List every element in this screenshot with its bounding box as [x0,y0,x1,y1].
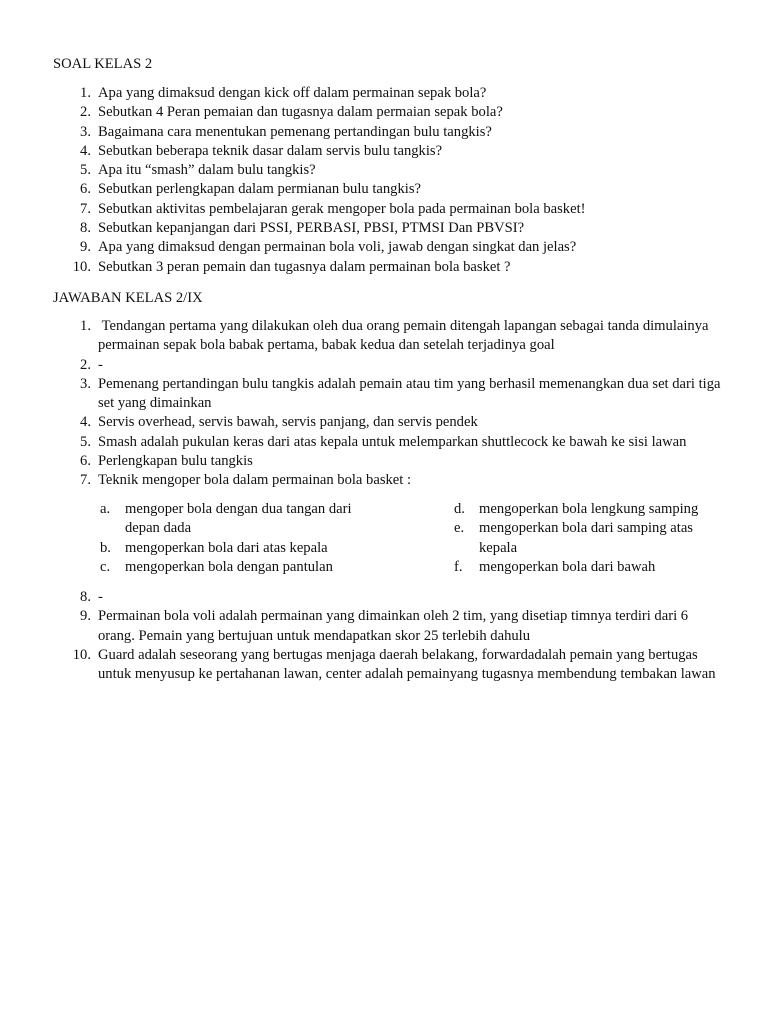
technique-item [100,500,365,539]
technique-text: mengoperkan bola dari bawah [479,558,656,575]
answer-number: 10. [72,646,91,663]
question-text: Sebutkan 4 Peran pemaian dan tugasnya dalam permaian sepak bola? [98,104,503,121]
question-number: 10. [72,258,91,275]
answer-item [53,471,721,490]
question-number: 8. [80,220,91,237]
question-item [53,238,721,257]
technique-text: mengoperkan bola lengkung samping [479,501,699,517]
question-number: 9. [80,239,91,256]
answer-text: - [98,589,103,605]
answer-number: 5. [80,433,91,450]
answer-number: 1. [80,318,91,334]
technique-letter: d. [454,501,465,517]
technique-letter: f. [454,558,463,575]
question-item [53,84,721,103]
answer-number: 9. [80,608,91,625]
answer-number: 4. [80,414,91,431]
technique-item [454,500,714,519]
question-number: 4. [80,142,91,159]
technique-letter: a. [100,501,111,517]
question-text: Bagaimana cara menentukan pemenang pertandingan bulu tangkis? [98,123,492,140]
answer-number: 3. [80,375,91,392]
technique-letter: e. [454,520,465,537]
question-text: Sebutkan perlengkapan dalam permianan bulu tangkis? [98,181,421,198]
question-item [53,142,721,161]
technique-column-right [454,500,714,577]
question-number: 5. [80,162,91,179]
question-text: Apa yang dimaksud dengan permainan bola voli, jawab dengan singkat dan jelas? [98,239,577,256]
answer-item [53,413,721,432]
question-list [53,84,721,277]
question-number: 6. [80,181,91,198]
answer-item [53,317,721,356]
question-item [53,219,721,238]
technique-text: mengoperkan bola dari samping atas kepala [479,520,693,556]
technique-letter: b. [100,539,111,556]
soal-title: SOAL KELAS 2 [53,56,153,72]
technique-text: mengoper bola dengan dua tangan dari depan dada [125,501,352,537]
answer-text: Pemenang pertandingan bulu tangkis adalah pemain atau tim yang berhasil memenangkan dua set dari tiga set yang dimainkan [98,375,721,412]
question-number: 7. [80,200,91,217]
question-item [53,161,721,180]
technique-item [454,519,714,558]
answer-number: 7. [80,472,91,489]
answer-item [53,375,721,414]
answer-item [53,646,721,685]
answer-text: Permainan bola voli adalah permainan yang dimainkan oleh 2 tim, yang disetiap timnya terdiri dari 6 orang. Pemain yang bertujuan untuk mendapatkan skor 25 terlebih dahulu [98,608,689,644]
jawaban-title: JAWABAN KELAS 2/IX [53,290,203,306]
answer-text: Smash adalah pukulan keras dari atas kepala untuk melemparkan shuttlecock ke bawah ke sisi lawan [98,433,687,450]
technique-column-left [100,500,365,577]
question-item [53,200,721,219]
question-item [53,103,721,122]
answer-list [53,317,721,491]
question-item [53,123,721,142]
answer-text: Perlengkapan bulu tangkis [98,453,253,470]
technique-text: mengoperkan bola dengan pantulan [125,558,333,575]
answer-list-continued [53,588,721,684]
answer-item [53,588,721,607]
answer-item [53,433,721,452]
answer-text: - [98,356,103,373]
answer-item [53,607,721,646]
question-item [53,258,721,277]
question-text: Apa itu “smash” dalam bulu tangkis? [98,162,316,179]
question-text: Sebutkan 3 peran pemain dan tugasnya dalam permainan bola basket ? [98,258,511,275]
question-number: 2. [80,104,91,121]
technique-item [100,558,365,577]
answer-text: Teknik mengoper bola dalam permainan bola basket : [98,472,412,489]
question-text: Apa yang dimaksud dengan kick off dalam permainan sepak bola? [98,85,487,101]
question-text: Sebutkan kepanjangan dari PSSI, PERBASI, PBSI, PTMSI Dan PBVSI? [98,220,525,237]
answer-text: Servis overhead, servis bawah, servis panjang, dan servis pendek [98,414,478,431]
question-text: Sebutkan beberapa teknik dasar dalam servis bulu tangkis? [98,142,443,159]
question-item [53,180,721,199]
answer-item [53,452,721,471]
answer-number: 6. [80,453,91,470]
answer-number: 8. [80,589,91,605]
answer-text: Tendangan pertama yang dilakukan oleh dua orang pemain ditengah lapangan sebagai tanda dimulainya permainan sepak bola babak pertama, babak kedua dan setelah terjadinya goal [98,318,709,354]
technique-letter: c. [100,558,111,575]
technique-item [454,558,714,577]
question-text: Sebutkan aktivitas pembelajaran gerak mengoper bola pada permainan bola basket! [98,200,586,217]
answer-text: Guard adalah seseorang yang bertugas menjaga daerah belakang, forwardadalah pemain yang bertugas untuk menyusup ke pertahanan lawan, center adalah pemainyang tugasnya membendung tembakan lawan [98,646,716,683]
technique-text: mengoperkan bola dari atas kepala [125,539,328,556]
technique-item [100,539,365,558]
answer-number: 2. [80,356,91,373]
question-number: 3. [80,123,91,140]
question-number: 1. [80,85,91,101]
answer-item [53,356,721,375]
